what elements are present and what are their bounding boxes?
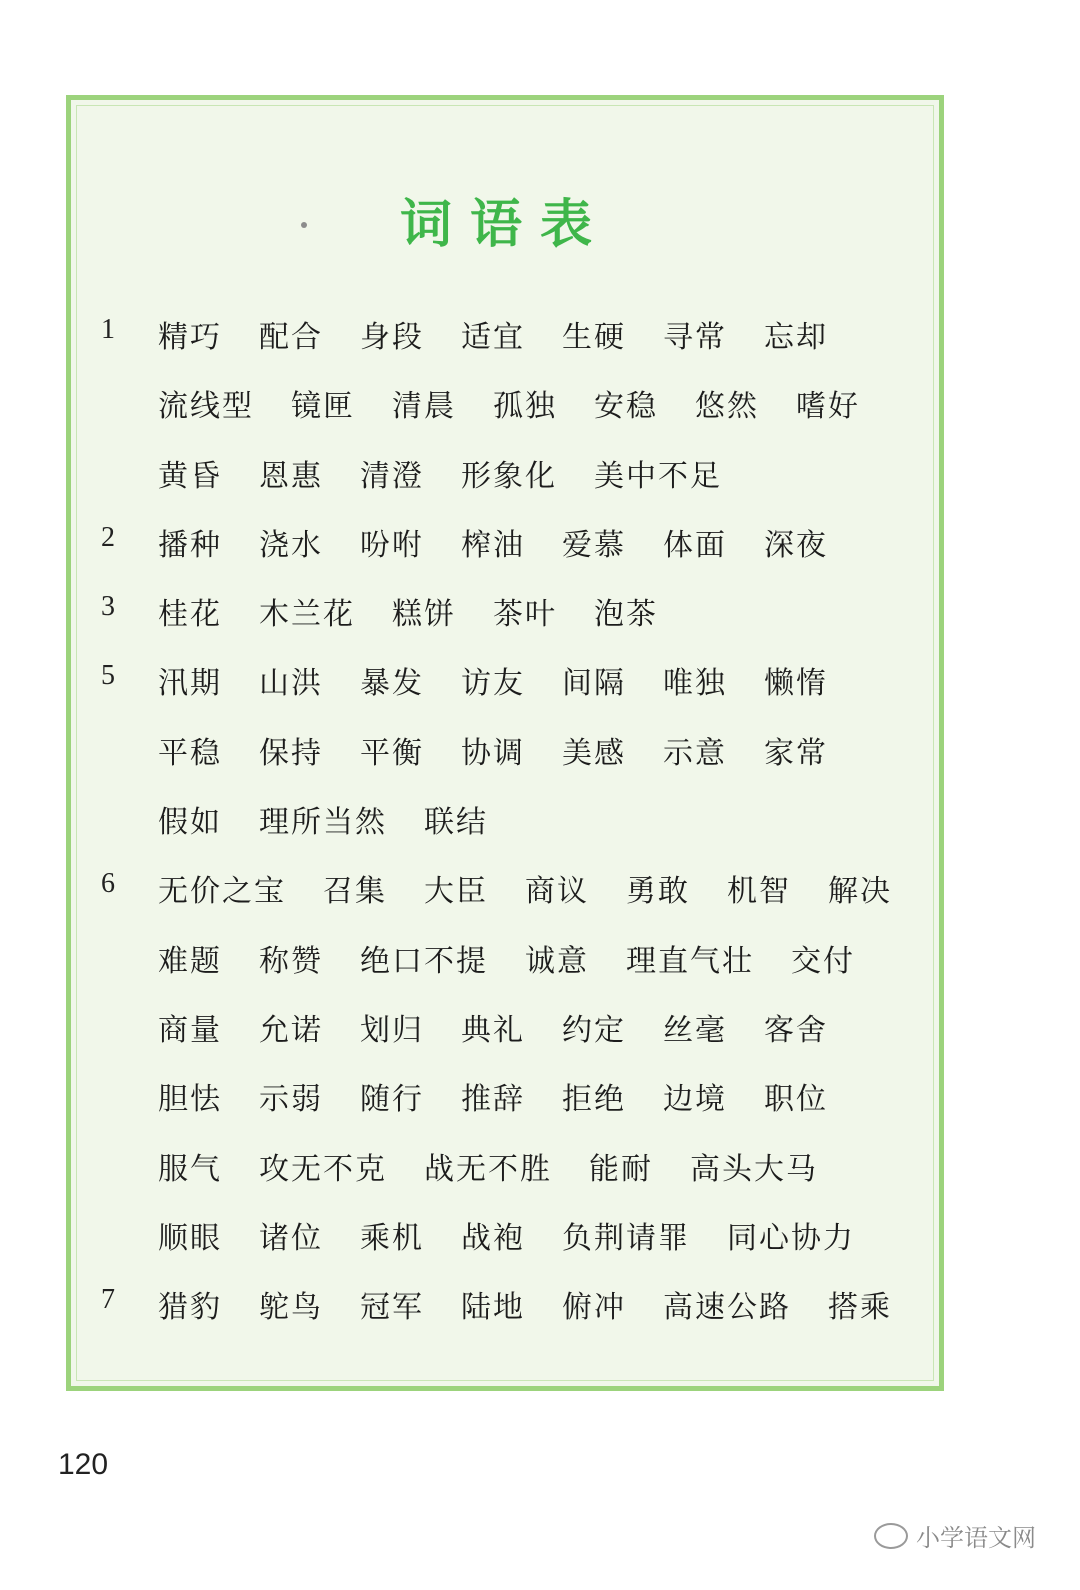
lesson-number: 1 bbox=[101, 314, 115, 345]
vocab-word: 清晨 bbox=[392, 389, 456, 425]
vocab-word: 职位 bbox=[764, 1082, 828, 1118]
word-group bbox=[158, 658, 909, 702]
vocab-word: 爱慕 bbox=[562, 527, 626, 563]
word-group bbox=[158, 797, 909, 841]
vocab-word: 间隔 bbox=[562, 666, 626, 702]
vocab-word: 安稳 bbox=[594, 389, 658, 425]
vocab-word: 体面 bbox=[663, 527, 727, 563]
page-number: 120 bbox=[58, 1448, 109, 1481]
vocab-word: 顺眼 bbox=[158, 1220, 222, 1256]
vocab-word: 联结 bbox=[424, 805, 488, 841]
vocab-word: 战袍 bbox=[461, 1220, 525, 1256]
vocab-word: 猎豹 bbox=[158, 1290, 222, 1326]
word-group bbox=[158, 1074, 909, 1118]
vocab-word: 随行 bbox=[360, 1082, 424, 1118]
vocab-word: 陆地 bbox=[461, 1290, 525, 1326]
word-group bbox=[158, 728, 909, 772]
word-group bbox=[158, 520, 909, 564]
vocab-word: 镜匣 bbox=[291, 389, 355, 425]
vocab-word: 精巧 bbox=[158, 320, 222, 355]
word-group bbox=[158, 451, 909, 495]
vocab-word: 悠然 bbox=[695, 389, 759, 425]
vocab-row bbox=[71, 1132, 939, 1201]
vocab-word: 木兰花 bbox=[259, 597, 355, 633]
vocab-word: 典礼 bbox=[461, 1012, 525, 1048]
vocab-word: 诚意 bbox=[525, 943, 589, 979]
vocab-word: 乘机 bbox=[360, 1220, 424, 1256]
vocab-word: 平稳 bbox=[158, 735, 222, 771]
vocab-row bbox=[71, 369, 939, 438]
vocab-word: 唯独 bbox=[663, 666, 727, 702]
word-group bbox=[158, 936, 909, 980]
vocab-word: 称赞 bbox=[259, 943, 323, 979]
vocab-word: 生硬 bbox=[562, 320, 626, 355]
vocab-word: 负荆请罪 bbox=[562, 1220, 690, 1256]
vocab-word: 鸵鸟 bbox=[259, 1290, 323, 1326]
vocab-word: 播种 bbox=[158, 527, 222, 563]
word-group bbox=[158, 381, 909, 425]
vocab-word: 泡茶 bbox=[594, 597, 658, 633]
lesson-number: 2 bbox=[101, 521, 115, 553]
vocab-word: 糕饼 bbox=[392, 597, 456, 633]
vocab-word: 清澄 bbox=[360, 458, 424, 494]
vocab-word: 示弱 bbox=[259, 1082, 323, 1118]
vocab-word: 商议 bbox=[525, 874, 589, 910]
vocab-word: 胆怯 bbox=[158, 1082, 222, 1118]
word-group bbox=[158, 1282, 909, 1326]
vocab-word: 美感 bbox=[562, 735, 626, 771]
vocab-word: 家常 bbox=[764, 735, 828, 771]
vocab-word: 黄昏 bbox=[158, 458, 222, 494]
vocab-row bbox=[71, 785, 939, 854]
vocabulary-list bbox=[71, 300, 939, 1339]
vocab-row bbox=[71, 854, 939, 923]
vocab-word: 保持 bbox=[259, 735, 323, 771]
vocab-word: 冠军 bbox=[360, 1290, 424, 1326]
vocab-word: 高速公路 bbox=[663, 1290, 791, 1326]
vocab-word: 示意 bbox=[663, 735, 727, 771]
page-title: 词语表 bbox=[399, 195, 610, 255]
vocab-word: 美中不足 bbox=[594, 458, 722, 494]
vocab-word: 交付 bbox=[791, 943, 855, 979]
word-group bbox=[158, 589, 909, 633]
vocab-row bbox=[71, 924, 939, 993]
vocab-row bbox=[71, 716, 939, 785]
vocab-word: 形象化 bbox=[461, 458, 557, 494]
vocab-word: 理所当然 bbox=[259, 805, 387, 841]
vocabulary-panel bbox=[66, 95, 944, 1391]
vocab-row bbox=[71, 508, 939, 577]
watermark-text: 小学语文网 bbox=[916, 1524, 1036, 1552]
vocab-word: 俯冲 bbox=[562, 1290, 626, 1326]
wechat-icon bbox=[874, 1523, 908, 1549]
lesson-number: 6 bbox=[101, 868, 115, 900]
vocab-word: 理直气壮 bbox=[626, 943, 754, 979]
vocab-word: 大臣 bbox=[424, 874, 488, 910]
vocab-word: 浇水 bbox=[259, 527, 323, 563]
vocab-word: 忘却 bbox=[764, 320, 828, 355]
vocab-word: 山洪 bbox=[259, 666, 323, 702]
vocab-word: 勇敢 bbox=[626, 874, 690, 910]
vocab-word: 划归 bbox=[360, 1012, 424, 1048]
vocab-word: 客舍 bbox=[764, 1012, 828, 1048]
vocab-word: 战无不胜 bbox=[424, 1151, 552, 1187]
vocab-word: 诸位 bbox=[259, 1220, 323, 1256]
vocab-word: 无价之宝 bbox=[158, 874, 286, 910]
vocab-word: 边境 bbox=[663, 1082, 727, 1118]
vocab-word: 深夜 bbox=[764, 527, 828, 563]
lesson-number: 7 bbox=[101, 1284, 115, 1316]
vocab-word: 访友 bbox=[461, 666, 525, 702]
vocab-word: 能耐 bbox=[589, 1151, 653, 1187]
vocab-word: 嗜好 bbox=[796, 389, 860, 425]
vocab-word: 孤独 bbox=[493, 389, 557, 425]
word-group bbox=[158, 312, 909, 356]
vocab-word: 茶叶 bbox=[493, 597, 557, 633]
vocab-word: 吩咐 bbox=[360, 527, 424, 563]
vocab-row bbox=[71, 1201, 939, 1270]
vocab-word: 同心协力 bbox=[727, 1220, 855, 1256]
vocab-row bbox=[71, 439, 939, 508]
vocab-word: 假如 bbox=[158, 805, 222, 841]
vocab-word: 寻常 bbox=[663, 320, 727, 355]
vocab-word: 身段 bbox=[360, 320, 424, 355]
word-group bbox=[158, 1005, 909, 1049]
word-group bbox=[158, 1213, 909, 1257]
vocab-word: 适宜 bbox=[461, 320, 525, 355]
watermark bbox=[874, 1518, 1036, 1553]
vocab-row bbox=[71, 1062, 939, 1131]
vocab-word: 协调 bbox=[461, 735, 525, 771]
vocab-word: 推辞 bbox=[461, 1082, 525, 1118]
vocab-word: 懒惰 bbox=[764, 666, 828, 702]
vocab-word: 难题 bbox=[158, 943, 222, 979]
vocab-row bbox=[71, 993, 939, 1062]
vocab-word: 绝口不提 bbox=[360, 943, 488, 979]
vocab-row bbox=[71, 300, 939, 369]
vocab-word: 暴发 bbox=[360, 666, 424, 702]
vocab-row bbox=[71, 1270, 939, 1339]
vocab-word: 攻无不克 bbox=[259, 1151, 387, 1187]
vocab-word: 丝毫 bbox=[663, 1012, 727, 1048]
vocab-word: 召集 bbox=[323, 874, 387, 910]
vocab-word: 拒绝 bbox=[562, 1082, 626, 1118]
lesson-number: 3 bbox=[101, 591, 115, 623]
vocab-word: 榨油 bbox=[461, 527, 525, 563]
vocab-word: 商量 bbox=[158, 1012, 222, 1048]
vocab-word: 允诺 bbox=[259, 1012, 323, 1048]
vocab-word: 高头大马 bbox=[690, 1151, 818, 1187]
vocab-word: 机智 bbox=[727, 874, 791, 910]
vocab-word: 恩惠 bbox=[259, 458, 323, 494]
vocab-word: 流线型 bbox=[158, 389, 254, 425]
vocab-word: 服气 bbox=[158, 1151, 222, 1187]
vocab-word: 搭乘 bbox=[828, 1290, 892, 1326]
vocab-word: 汛期 bbox=[158, 666, 222, 702]
vocab-word: 约定 bbox=[562, 1012, 626, 1048]
vocab-word: 桂花 bbox=[158, 597, 222, 633]
lesson-number: 5 bbox=[101, 660, 115, 692]
vocab-word: 解决 bbox=[828, 874, 892, 910]
vocab-row bbox=[71, 577, 939, 646]
vocab-row bbox=[71, 646, 939, 715]
word-group bbox=[158, 866, 909, 910]
word-group bbox=[158, 1144, 909, 1188]
vocab-word: 配合 bbox=[259, 320, 323, 355]
vocab-word: 平衡 bbox=[360, 735, 424, 771]
